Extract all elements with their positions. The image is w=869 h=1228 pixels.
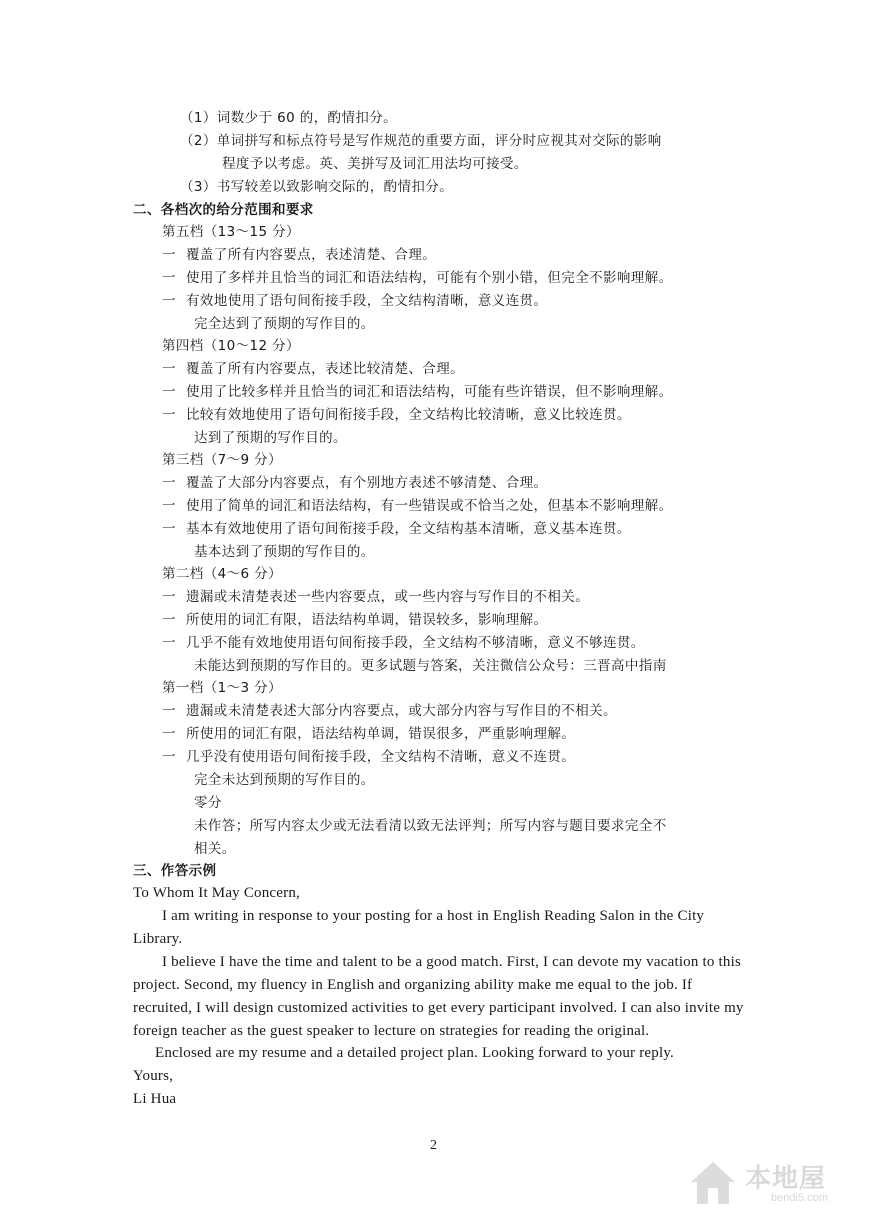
grade-1-summary: 完全未达到预期的写作目的。 <box>194 772 375 788</box>
bullet-dash: 一 <box>162 589 176 605</box>
note-3: （3）书写较差以致影响交际的，酌情扣分。 <box>180 179 454 195</box>
grade-1-item: 几乎没有使用语句间衔接手段，全文结构不清晰，意义不连贯。 <box>186 749 576 765</box>
grade-4-item: 比较有效地使用了语句间衔接手段，全文结构比较清晰，意义比较连贯。 <box>186 407 631 423</box>
letter-signature: Li Hua <box>133 1091 177 1107</box>
bullet-dash: 一 <box>162 247 176 263</box>
grade-3-title: 第三档（7～9 分） <box>162 452 282 468</box>
letter-salutation: To Whom It May Concern, <box>133 885 300 901</box>
bullet-dash: 一 <box>162 498 176 514</box>
grade-1-item: 遗漏或未清楚表述大部分内容要点，或大部分内容与写作目的不相关。 <box>186 703 617 719</box>
bullet-dash: 一 <box>162 361 176 377</box>
letter-closing: Yours, <box>133 1068 174 1084</box>
grade-5-summary: 完全达到了预期的写作目的。 <box>194 316 375 332</box>
bullet-dash: 一 <box>162 703 176 719</box>
grade-2-item: 所使用的词汇有限，语法结构单调，错误较多，影响理解。 <box>186 612 548 628</box>
section-3-heading: 三、作答示例 <box>133 863 217 879</box>
grade-5-item: 使用了多样并且恰当的词汇和语法结构，可能有个别小错，但完全不影响理解。 <box>186 270 673 286</box>
letter-paragraph-3: Enclosed are my resume and a detailed project plan. Looking forward to your reply. <box>155 1045 675 1061</box>
zero-grade-line-1: 未作答；所写内容太少或无法看清以致无法评判；所写内容与题目要求完全不 <box>194 818 667 834</box>
letter-paragraph-2-line-3: recruited, I will design customized activities to get every participant involved. I can also invite my <box>133 1000 744 1016</box>
letter-paragraph-1-line-1: I am writing in response to your posting for a host in English Reading Salon in the City <box>162 908 705 924</box>
page-number: 2 <box>430 1138 437 1153</box>
grade-4-item: 使用了比较多样并且恰当的词汇和语法结构，可能有些许错误，但不影响理解。 <box>186 384 673 400</box>
grade-1-item: 所使用的词汇有限，语法结构单调，错误很多，严重影响理解。 <box>186 726 576 742</box>
grade-4-summary: 达到了预期的写作目的。 <box>194 430 347 446</box>
bullet-dash: 一 <box>162 749 176 765</box>
grade-2-item: 遗漏或未清楚表述一些内容要点，或一些内容与写作目的不相关。 <box>186 589 590 605</box>
watermark-title: 本地屋 <box>745 1164 827 1194</box>
grade-4-item: 覆盖了所有内容要点，表述比较清楚、合理。 <box>186 361 464 377</box>
bullet-dash: 一 <box>162 612 176 628</box>
section-2-heading: 二、各档次的给分范围和要求 <box>133 202 314 218</box>
grade-3-item: 使用了简单的词汇和语法结构，有一些错误或不恰当之处，但基本不影响理解。 <box>186 498 673 514</box>
grade-5-item: 覆盖了所有内容要点，表述清楚、合理。 <box>186 247 437 263</box>
bullet-dash: 一 <box>162 270 176 286</box>
grade-2-item: 几乎不能有效地使用语句间衔接手段，全文结构不够清晰，意义不够连贯。 <box>186 635 645 651</box>
grade-1-title: 第一档（1～3 分） <box>162 680 282 696</box>
bullet-dash: 一 <box>162 521 176 537</box>
grade-5-title: 第五档（13～15 分） <box>162 224 300 240</box>
note-2-line-2: 程度予以考虑。英、美拼写及词汇用法均可接受。 <box>222 156 528 172</box>
letter-paragraph-2-line-1: I believe I have the time and talent to be a good match. First, I can devote my vacation to this <box>162 954 742 970</box>
bullet-dash: 一 <box>162 293 176 309</box>
zero-grade-title: 零分 <box>194 795 222 811</box>
note-1: （1）词数少于 60 的，酌情扣分。 <box>180 110 398 126</box>
grade-2-summary: 未能达到预期的写作目的。更多试题与答案，关注微信公众号：三晋高中指南 <box>194 658 667 674</box>
letter-paragraph-2-line-4: foreign teacher as the guest speaker to lecture on strategies for reading the original. <box>133 1023 650 1039</box>
grade-3-item: 基本有效地使用了语句间衔接手段，全文结构基本清晰，意义基本连贯。 <box>186 521 631 537</box>
house-icon <box>689 1160 737 1206</box>
letter-paragraph-1-line-2: Library. <box>133 931 183 947</box>
note-2-line-1: （2）单词拼写和标点符号是写作规范的重要方面，评分时应视其对交际的影响 <box>180 133 662 149</box>
bullet-dash: 一 <box>162 407 176 423</box>
bullet-dash: 一 <box>162 384 176 400</box>
grade-5-item: 有效地使用了语句间衔接手段，全文结构清晰，意义连贯。 <box>186 293 548 309</box>
bullet-dash: 一 <box>162 635 176 651</box>
grade-3-item: 覆盖了大部分内容要点，有个别地方表述不够清楚、合理。 <box>186 475 548 491</box>
letter-paragraph-2-line-2: project. Second, my fluency in English and organizing ability make me equal to the job. If <box>133 977 693 993</box>
watermark-logo <box>689 1158 849 1210</box>
zero-grade-line-2: 相关。 <box>194 841 236 857</box>
grade-3-summary: 基本达到了预期的写作目的。 <box>194 544 375 560</box>
bullet-dash: 一 <box>162 726 176 742</box>
bullet-dash: 一 <box>162 475 176 491</box>
grade-4-title: 第四档（10～12 分） <box>162 338 300 354</box>
watermark-url: bendi5.com <box>771 1192 828 1204</box>
grade-2-title: 第二档（4～6 分） <box>162 566 282 582</box>
